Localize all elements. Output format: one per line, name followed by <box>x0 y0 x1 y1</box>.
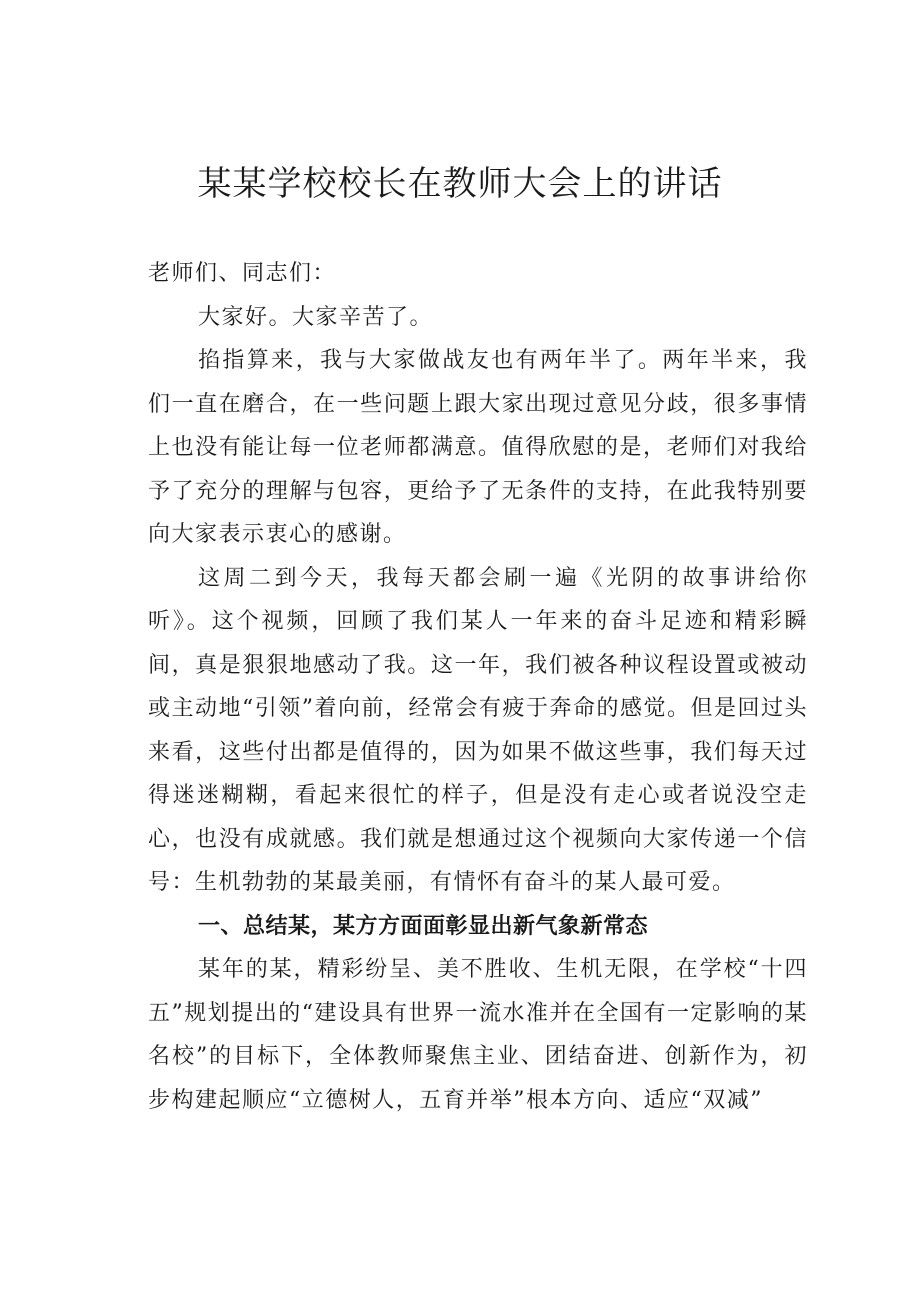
salutation: 老师们、同志们： <box>148 261 337 286</box>
paragraph-video: 这周二到今天，我每天都会刷一遍《光阴的故事讲给你听》。这个视频，回顾了我们某人一年来的奋斗足迹和精彩瞬间，真是狠狠地感动了我。这一年，我们被各种议程设置或被动或主动地“引领”着向前，经常会有疲于奔命的感觉。但是回过头来看，这些付出都是值得的，因为如果不做这些事，我们每天过得迷迷糊糊，看起来很忙的样子，但是没有走心或者说没空走心，也没有成就感。我们就是想通过这个视频向大家传递一个信号：生机勃勃的某最美丽，有情怀有奋斗的某人最可爱。 <box>148 565 808 895</box>
document-body <box>148 252 808 1122</box>
section-heading: 一、总结某，某方方面面彰显出新气象新常态 <box>198 913 649 939</box>
paragraph-section-one: 某年的某，精彩纷呈、美不胜收、生机无限，在学校“十四五”规划提出的“建设具有世界一流水准并在全国有一定影响的某名校”的目标下，全体教师聚焦主业、团结奋进、创新作为，初步构建起顺应“立德树人，五育并举”根本方向、适应“双减” <box>148 957 808 1113</box>
document-title: 某某学校校长在教师大会上的讲话 <box>197 164 723 204</box>
paragraph-greeting: 大家好。大家辛苦了。 <box>198 304 434 330</box>
paragraph-thanks: 掐指算来，我与大家做战友也有两年半了。两年半来，我们一直在磨合，在一些问题上跟大家出现过意见分歧，很多事情上也没有能让每一位老师都满意。值得欣慰的是，老师们对我给予了充分的理解与包容，更给予了无条件的支持，在此我特别要向大家表示衷心的感谢。 <box>148 348 808 547</box>
